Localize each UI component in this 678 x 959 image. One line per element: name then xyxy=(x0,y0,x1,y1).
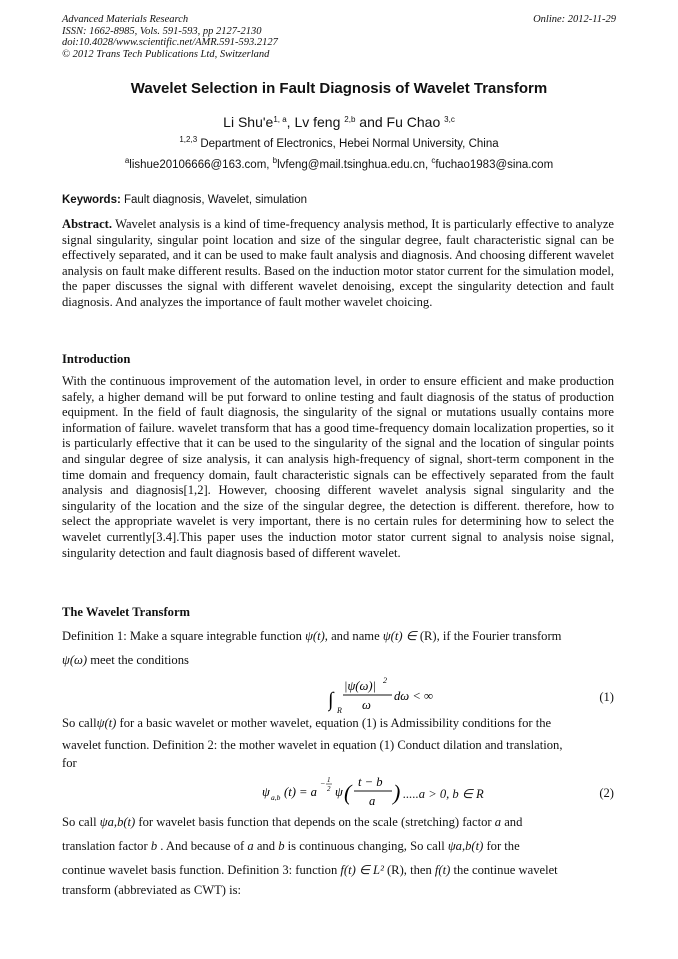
text-run: meet the conditions xyxy=(87,653,189,667)
text-run: is continuous changing, So call xyxy=(287,839,445,853)
copyright-line: © 2012 Trans Tech Publications Ltd, Switzerland xyxy=(62,48,270,60)
email-address: lishue20106666@163.com, xyxy=(129,159,273,171)
email-sup: b xyxy=(272,156,278,165)
text-run: for a basic wavelet or mother wavelet, equation (1) is Admissibility conditions for the xyxy=(116,716,552,730)
after-eq1-line-1 xyxy=(62,716,614,731)
author-separator: , xyxy=(286,114,295,130)
svg-text:2: 2 xyxy=(327,785,331,793)
after-eq2-line-3 xyxy=(62,862,614,878)
text-run: the continue wavelet xyxy=(450,863,558,877)
after-eq1-line-2: wavelet function. Definition 2: the mother wavelet in equation (1) Conduct dilation and translation, xyxy=(62,738,563,752)
psi-ab-symbol: ψa,b(t) xyxy=(447,839,484,853)
issn-line: ISSN: 1662-8985, Vols. 591-593, pp 2127-2130 xyxy=(62,25,262,37)
psi-omega-symbol: ψ(ω) xyxy=(62,653,88,667)
author-sup: 2,b xyxy=(344,115,356,124)
equation-1-number: (1) xyxy=(599,690,614,704)
text-run: for the xyxy=(483,839,520,853)
equation-2-tail: .....a > 0, b ∈ R xyxy=(403,787,484,801)
svg-text:(t) = a: (t) = a xyxy=(284,785,317,799)
affiliation xyxy=(0,135,678,150)
svg-text:2: 2 xyxy=(383,676,387,685)
psi-in-symbol: ψ(t) ∈ xyxy=(382,629,417,643)
svg-text:): ) xyxy=(393,780,401,805)
affiliation-sup: 1,2,3 xyxy=(179,135,198,144)
svg-text:ψ: ψ xyxy=(262,785,270,799)
svg-text:a,b: a,b xyxy=(271,793,281,802)
var-a: a xyxy=(247,839,254,853)
author-sup: 3,c xyxy=(444,115,455,124)
author-list xyxy=(0,114,678,130)
abstract-text: Wavelet analysis is a kind of time-frequency analysis method, It is particularly effective to analyze signal singularity, singular point location and size of the singular degree, fault characteristic signal can be effectively separated, and it can be used to make fault analysis and diagnosis. And choosing different wavelet analysis on fault make different results. Based on the induction motor stator current for the simulation model, the paper discusses the signal with different wavelet denoising, except the singularity detection and fault diagnosis. And analyzes the importance of fault mother wavelet choicing. xyxy=(62,217,614,309)
text-run: . And because of xyxy=(157,839,245,853)
after-eq1-line-3: for xyxy=(62,756,77,770)
var-b: b xyxy=(278,839,285,853)
text-run: and xyxy=(501,815,523,829)
svg-text:ψ: ψ xyxy=(335,785,343,799)
text-run: , and name xyxy=(324,629,380,643)
psi-t-symbol: ψ(t) xyxy=(96,716,117,730)
email-sup: a xyxy=(124,156,130,165)
svg-text:∫: ∫ xyxy=(328,689,334,711)
email-list xyxy=(0,156,678,171)
svg-text:a: a xyxy=(369,794,376,808)
equation-2 xyxy=(262,772,497,816)
text-run: for wavelet basis function that depends on the scale (stretching) factor xyxy=(135,815,492,829)
affiliation-text: Department of Electronics, Hebei Normal University, China xyxy=(197,138,499,150)
email-address: fuchao1983@sina.com xyxy=(435,159,554,171)
svg-text:(: ( xyxy=(344,780,352,805)
keywords-label: Keywords: xyxy=(62,194,121,206)
var-a: a xyxy=(494,815,502,829)
f-in-symbol: f(t) ∈ L² xyxy=(340,863,384,877)
online-date: Online: 2012-11-29 xyxy=(533,14,616,25)
text-run: (R), then xyxy=(383,863,432,877)
text-run: translation factor xyxy=(62,839,148,853)
wavelet-transform-heading: The Wavelet Transform xyxy=(62,605,191,619)
svg-text:1: 1 xyxy=(327,776,331,784)
after-eq2-line-4: transform (abbreviated as CWT) is: xyxy=(62,883,242,897)
text-run: and xyxy=(256,839,276,853)
definition-1-line xyxy=(62,628,614,644)
psi-ab-symbol: ψa,b(t) xyxy=(99,815,136,829)
text-run: So call xyxy=(62,815,97,829)
author-name: Fu Chao xyxy=(386,114,445,130)
svg-text:ω: ω xyxy=(362,698,371,712)
equation-1-graphic xyxy=(328,676,458,720)
abstract-label: Abstract. xyxy=(62,217,113,231)
text-run: (R), if the Fourier transform xyxy=(416,629,562,643)
text-run: Definition 1: Make a square integrable function xyxy=(62,629,302,643)
journal-name: Advanced Materials Research xyxy=(62,14,189,25)
var-b: b xyxy=(150,839,158,853)
keywords xyxy=(62,194,307,206)
after-eq2-line-2 xyxy=(62,839,614,854)
author-sup: 1, a xyxy=(273,115,287,124)
svg-text:−: − xyxy=(320,779,326,788)
author-separator: and xyxy=(355,114,387,130)
author-name: Li Shu'e xyxy=(223,114,274,130)
keywords-text: Fault diagnosis, Wavelet, simulation xyxy=(120,194,308,206)
definition-1-line-2 xyxy=(62,653,614,668)
psi-t-symbol: ψ(t) xyxy=(305,629,325,643)
intro-heading: Introduction xyxy=(62,352,131,366)
journal-header xyxy=(62,14,278,60)
svg-text:R: R xyxy=(337,706,342,715)
equation-2-number: (2) xyxy=(599,786,614,800)
svg-text:|ψ(ω)|: |ψ(ω)| xyxy=(344,679,377,693)
email-address: lvfeng@mail.tsinghua.edu.cn, xyxy=(277,159,432,171)
text-run: continue wavelet basis function. Definition 3: function xyxy=(62,863,338,877)
abstract xyxy=(62,217,614,311)
svg-text:t − b: t − b xyxy=(358,775,383,789)
email-sup: c xyxy=(431,156,436,165)
intro-text: With the continuous improvement of the automation level, in order to ensure efficient and make production safely, a higher demand will be put forward to online testing and fault diagnosis of the status of production equipment. In the field of fault diagnosis, the singularity of the signal or mutations usually contains more information of failure. wavelet transform that has a good time-frequency domain localization properties, so it is particularly effective that it can be used to the singularity of the signal and the location of singular points and singular degree of size analysis, it can analysis high-frequency of signal, short-term component in the time domain and frequency domain, fault characteristic signals can be effectively separated from the fault analysis and diagnosis[1,2]. However, choosing different wavelet analysis signal singularity and the singularity of the location and the size of the singular degree, the detection is different. therefore, how to select the appropriate wavelet is very important, there is no certain rules for determining how to select the wavelet currently[3.4].This paper uses the induction motor stator current signal to analysis noise signal, singularity detection and fault diagnosis based of different wavelet. xyxy=(62,374,614,560)
svg-text:dω < ∞: dω < ∞ xyxy=(394,689,433,703)
f-t-symbol: f(t) xyxy=(434,863,451,877)
paper-title: Wavelet Selection in Fault Diagnosis of Wavelet Transform xyxy=(130,80,548,97)
doi-line: doi:10.4028/www.scientific.net/AMR.591-593.2127 xyxy=(62,37,278,48)
author-name: Lv feng xyxy=(294,114,345,130)
text-run: So call xyxy=(62,716,97,730)
after-eq2-line-1 xyxy=(62,815,614,830)
